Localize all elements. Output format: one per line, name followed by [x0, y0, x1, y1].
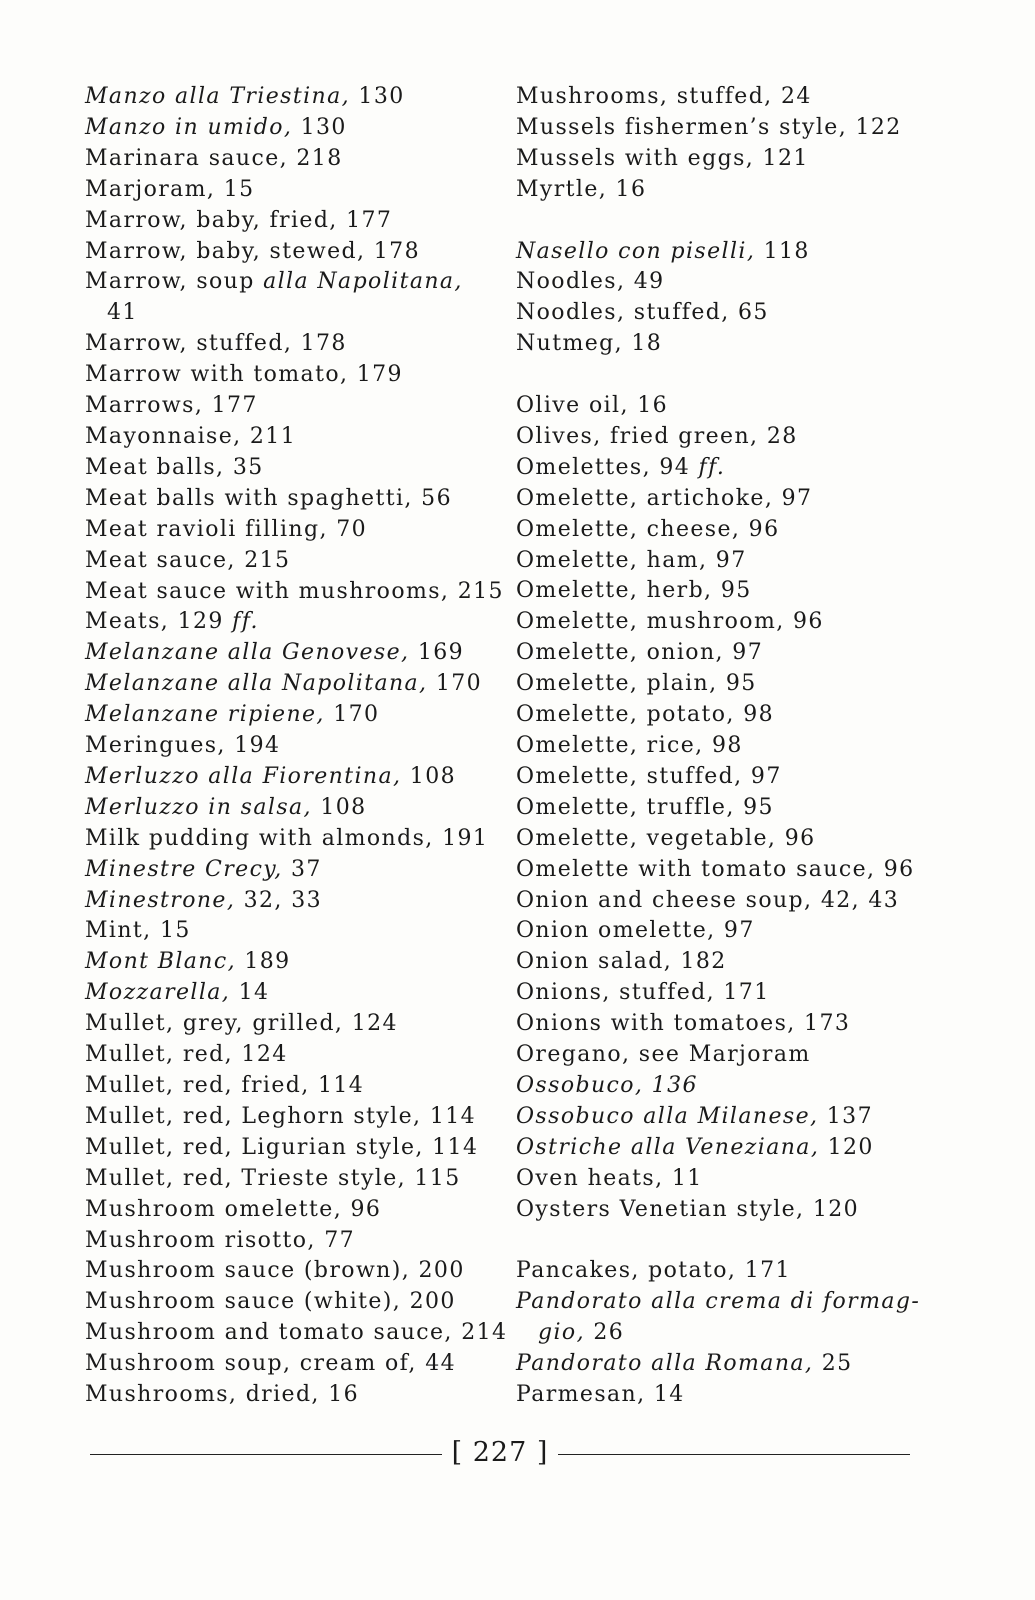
index-entry: [516, 1380, 936, 1411]
entry-term: Merluzzo alla Fiorentina,: [85, 763, 402, 789]
index-column-right: [516, 82, 936, 1411]
entry-term: Omelette, herb, 95: [516, 578, 752, 604]
entry-page: 25: [813, 1351, 853, 1377]
index-entry: [85, 669, 495, 700]
index-entry: [85, 1349, 495, 1380]
page-number: [ 227 ]: [451, 1436, 549, 1468]
entry-term: Mushrooms, dried, 16: [85, 1382, 360, 1408]
index-column-left: [85, 82, 508, 1411]
index-entry: [85, 422, 495, 453]
entry-term: Oven heats, 11: [516, 1165, 703, 1191]
index-entry: [516, 237, 936, 268]
index-entry: [516, 916, 936, 947]
index-entry: [85, 1256, 495, 1287]
entry-term: Ostriche alla Veneziana,: [516, 1134, 820, 1160]
entry-term: Mussels fishermen’s style, 122: [516, 114, 902, 140]
index-entry: [85, 237, 495, 268]
index-entry: [516, 700, 936, 731]
entry-term: Mullet, red, Ligurian style, 114: [85, 1134, 479, 1160]
index-entry: [85, 577, 504, 608]
entry-term: Omelette with tomato sauce, 96: [516, 856, 915, 882]
page-footer: [90, 1432, 910, 1472]
index-entry: [85, 360, 495, 391]
index-entry: [516, 113, 936, 144]
footer-rule-right: [558, 1454, 910, 1455]
entry-term: Mussels with eggs, 121: [516, 145, 809, 171]
entry-page: 108: [311, 794, 367, 820]
entry-term: Pandorato alla Romana,: [516, 1351, 814, 1377]
index-entry: [85, 1195, 495, 1226]
index-entry: [516, 329, 936, 360]
entry-term: Mullet, red, Trieste style, 115: [85, 1165, 461, 1191]
index-entry: [85, 638, 495, 669]
index-entry: [85, 515, 495, 546]
entry-term: Omelette, vegetable, 96: [516, 825, 816, 851]
index-entry: [516, 607, 936, 638]
index-entry: [85, 793, 495, 824]
entry-term: Mont Blanc,: [85, 949, 236, 975]
index-entry: [516, 638, 936, 669]
index-entry: [516, 1287, 936, 1318]
index-entry: [85, 1164, 495, 1195]
index-entry: [516, 1009, 936, 1040]
index-entry: [85, 391, 495, 422]
index-entry: [85, 82, 495, 113]
entry-term: Onion salad, 182: [516, 949, 727, 975]
entry-term: Mushroom sauce (white), 200: [85, 1289, 456, 1315]
entry-term-italic: ff.: [232, 609, 259, 635]
index-entry: [516, 82, 936, 113]
entry-term-italic: ff.: [698, 454, 726, 480]
entry-page: 170: [324, 702, 380, 728]
entry-term: Onion and cheese soup, 42, 43: [516, 887, 900, 913]
entry-term: Omelette, ham, 97: [516, 547, 747, 573]
index-entry: [516, 1071, 936, 1102]
entry-term: Meringues, 194: [85, 733, 281, 759]
index-entry: [516, 1102, 936, 1133]
index-entry: [516, 175, 936, 206]
entry-term: Olive oil, 16: [516, 393, 669, 419]
entry-term: Mushroom and tomato sauce, 214: [85, 1320, 508, 1346]
index-entry: [85, 1226, 495, 1257]
index-entry: [516, 824, 936, 855]
index-entry: [85, 453, 495, 484]
entry-term: Omelettes, 94: [516, 454, 699, 480]
index-entry: [85, 824, 495, 855]
entry-term-italic: alla Napolitana,: [263, 269, 463, 295]
entry-page: 108: [401, 763, 456, 789]
entry-term: Marrow, baby, fried, 177: [85, 207, 393, 233]
index-entry: [516, 947, 936, 978]
entry-term: Meat sauce with mushrooms, 215: [85, 578, 504, 604]
index-entry: [516, 762, 936, 793]
entry-term: Melanzane alla Genovese,: [85, 640, 410, 666]
entry-page: 130: [292, 114, 347, 140]
index-entry: [85, 607, 495, 638]
index-entry: [85, 978, 495, 1009]
index-entry: [516, 1164, 936, 1195]
entry-term: Ossobuco, 136: [516, 1072, 698, 1098]
index-entry: [85, 113, 495, 144]
section-gap: [516, 1226, 936, 1257]
entry-term: Omelette, potato, 98: [516, 702, 775, 728]
entry-term: Marrows, 177: [85, 393, 258, 419]
entry-term: Mozzarella,: [85, 980, 231, 1006]
index-entry-continuation: [85, 298, 495, 329]
index-entry: [516, 978, 936, 1009]
entry-term: Omelette, cheese, 96: [516, 516, 780, 542]
index-entry: [516, 515, 936, 546]
entry-term: Meat balls, 35: [85, 454, 264, 480]
entry-term: Pancakes, potato, 171: [516, 1258, 791, 1284]
entry-term: Nasello con piselli,: [516, 238, 756, 264]
entry-term: Oysters Venetian style, 120: [516, 1196, 860, 1222]
entry-term: Noodles, stuffed, 65: [516, 300, 769, 326]
entry-page: 118: [755, 238, 810, 264]
index-entry: [85, 855, 495, 886]
entry-term: Melanzane alla Napolitana,: [85, 671, 428, 697]
entry-term: Manzo in umido,: [85, 114, 293, 140]
entry-term: Mushroom omelette, 96: [85, 1196, 382, 1222]
index-entry: [85, 175, 495, 206]
index-entry: [516, 1349, 936, 1380]
entry-page: 32, 33: [235, 887, 323, 913]
index-entry: [85, 144, 495, 175]
entry-term: Mushroom risotto, 77: [85, 1227, 356, 1253]
entry-term: Manzo alla Triestina,: [85, 84, 351, 109]
index-entry: [516, 391, 936, 422]
entry-term: Minestre Crecy,: [85, 856, 283, 882]
entry-term: Meat ravioli filling, 70: [85, 516, 368, 542]
index-entry: [85, 731, 495, 762]
index-entry: [516, 1195, 936, 1226]
entry-term: Omelette, truffle, 95: [516, 794, 774, 820]
index-entry-continuation: [516, 1318, 936, 1349]
entry-page: 41: [107, 300, 138, 326]
entry-term: Parmesan, 14: [516, 1382, 685, 1408]
entry-term: Mullet, red, 124: [85, 1042, 288, 1068]
entry-term: Mushrooms, stuffed, 24: [516, 84, 812, 109]
entry-term: Omelette, stuffed, 97: [516, 763, 782, 789]
entry-page: 14: [230, 980, 270, 1006]
index-entry: [516, 298, 936, 329]
index-entry: [85, 916, 495, 947]
index-entry: [85, 1318, 508, 1349]
entry-term: Merluzzo in salsa,: [85, 794, 312, 820]
entry-term: Milk pudding with almonds, 191: [85, 825, 489, 851]
index-entry: [85, 762, 495, 793]
entry-term: Mushroom soup, cream of, 44: [85, 1351, 457, 1377]
entry-page: 169: [409, 640, 465, 666]
entry-term: Oregano, see Marjoram: [516, 1042, 811, 1068]
entry-term: Mushroom sauce (brown), 200: [85, 1258, 465, 1284]
entry-term: Marrow, soup: [85, 269, 264, 295]
index-entry: [516, 576, 936, 607]
index-entry: [516, 855, 936, 886]
index-entry: [85, 1287, 495, 1318]
entry-term: Marinara sauce, 218: [85, 145, 343, 171]
entry-term: Marrow, baby, stewed, 178: [85, 238, 420, 264]
index-entry: [516, 669, 936, 700]
index-entry: [85, 947, 495, 978]
index-entry: [516, 886, 936, 917]
index-entry: [85, 546, 495, 577]
index-entry: [516, 546, 936, 577]
index-entry: [516, 267, 936, 298]
index-entry: [516, 1256, 936, 1287]
entry-term: Omelette, plain, 95: [516, 671, 757, 697]
entry-term: Omelette, onion, 97: [516, 640, 764, 666]
index-entry: [85, 1040, 495, 1071]
index-entry: [85, 206, 495, 237]
index-entry: [516, 453, 936, 484]
entry-page: 189: [235, 949, 291, 975]
entry-term: Meat balls with spaghetti, 56: [85, 485, 452, 511]
entry-term: Meats, 129: [85, 609, 233, 635]
entry-term: Onion omelette, 97: [516, 918, 755, 944]
index-entry: [85, 1380, 495, 1411]
entry-page: 137: [818, 1103, 873, 1129]
entry-term: Omelette, mushroom, 96: [516, 609, 824, 635]
entry-term: Minestrone,: [85, 887, 236, 913]
entry-term: Olives, fried green, 28: [516, 423, 798, 449]
entry-term: Noodles, 49: [516, 269, 665, 295]
entry-term: Omelette, artichoke, 97: [516, 485, 813, 511]
entry-page: 26: [584, 1320, 625, 1346]
index-entry: [516, 793, 936, 824]
index-entry: [516, 484, 936, 515]
index-entry: [85, 484, 495, 515]
index-entry: [85, 1009, 495, 1040]
footer-rule-left: [90, 1454, 442, 1455]
entry-term: Marrow, stuffed, 178: [85, 331, 347, 357]
index-entry: [85, 1071, 495, 1102]
entry-term: Onions, stuffed, 171: [516, 980, 770, 1006]
index-entry: [85, 886, 495, 917]
entry-term: Marjoram, 15: [85, 176, 255, 202]
index-entry: [516, 731, 936, 762]
entry-term: Melanzane ripiene,: [85, 702, 325, 728]
entry-term: Meat sauce, 215: [85, 547, 291, 573]
entry-page: 37: [282, 856, 322, 882]
entry-page: 130: [350, 84, 405, 109]
entry-term: Nutmeg, 18: [516, 331, 663, 357]
section-gap: [516, 206, 936, 237]
entry-term: Myrtle, 16: [516, 176, 647, 202]
index-entry: [85, 329, 495, 360]
entry-term: Mullet, red, Leghorn style, 114: [85, 1103, 477, 1129]
entry-page: 120: [819, 1134, 874, 1160]
entry-term: Pandorato alla crema di formag-: [516, 1289, 921, 1315]
entry-term: Mullet, red, fried, 114: [85, 1073, 365, 1098]
index-entry: [85, 700, 495, 731]
section-gap: [516, 360, 936, 391]
entry-term: Omelette, rice, 98: [516, 733, 743, 758]
entry-term: Onions with tomatoes, 173: [516, 1011, 851, 1037]
index-entry: [85, 267, 495, 298]
entry-term-italic: gio,: [538, 1320, 585, 1346]
entry-page: 170: [427, 671, 483, 697]
index-entry: [516, 422, 936, 453]
index-entry: [516, 1133, 936, 1164]
index-entry: [516, 1040, 936, 1071]
entry-term: Mullet, grey, grilled, 124: [85, 1011, 398, 1037]
index-entry: [85, 1102, 495, 1133]
index-entry: [85, 1133, 495, 1164]
entry-term: Ossobuco alla Milanese,: [516, 1103, 819, 1129]
entry-term: Marrow with tomato, 179: [85, 362, 403, 388]
entry-term: Mint, 15: [85, 918, 191, 944]
entry-term: Mayonnaise, 211: [85, 423, 297, 449]
index-entry: [516, 144, 936, 175]
